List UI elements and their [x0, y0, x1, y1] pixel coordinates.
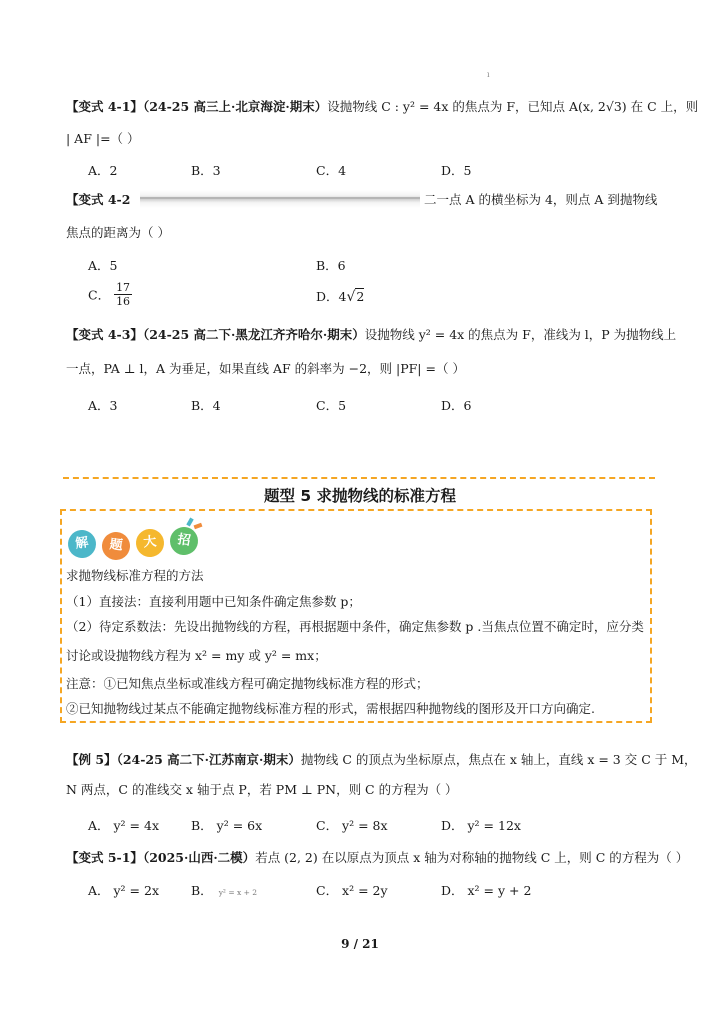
example-5-text: 抛物线 C 的顶点为坐标原点，焦点在 x 轴上，直线 x = 3 交 C 于 M， [300, 752, 697, 767]
variant-5-1-option-b: B． y² = x + 2 [191, 883, 258, 898]
variant-4-2-option-d: D．4√2 [316, 289, 365, 305]
tips-line-6: ②已知抛物线过某点不能确定抛物线标准方程的形式，需根据四种抛物线的图形及开口方向确定. [66, 701, 595, 716]
variant-4-2-line2: 焦点的距离为（ ） [66, 225, 170, 240]
variant-4-1-option-a: A．2 [88, 163, 118, 178]
variant-4-3-text: 设抛物线 y² = 4x 的焦点为 F，准线为 l，P 为抛物线上 [364, 327, 677, 342]
variant-4-1-option-b: B．3 [191, 163, 221, 178]
example-5-option-b: B． y² = 6x [191, 818, 263, 833]
variant-4-3-option-c: C．5 [316, 398, 347, 413]
example-5-source: （24-25 高二下·江苏南京·期末） [116, 752, 301, 767]
variant-4-2-tag: 【变式 4-2 [66, 192, 131, 207]
sparkle-icon [194, 523, 203, 529]
variant-4-3-line1 [66, 326, 676, 344]
variant-4-2-option-c: C． $\frac{17}{16}$ [88, 281, 131, 308]
tips-line-3: （2）待定系数法：先设出抛物线的方程，再根据题中条件，确定焦参数 p .当焦点位置不确定时，应分类 [66, 619, 644, 634]
variant-4-3-option-d: D．6 [441, 398, 472, 413]
stamp-char-4: 招 [168, 525, 200, 557]
variant-5-1-option-a: A． y² = 2x [88, 883, 159, 898]
stamp-char-1: 解 [66, 528, 98, 560]
section-title: 题型 5 求抛物线的标准方程 [263, 487, 457, 505]
tips-stamp [66, 518, 206, 562]
variant-4-3-option-b: B．4 [191, 398, 221, 413]
redaction-strip [140, 190, 420, 208]
section-top-divider [63, 477, 655, 479]
variant-4-2-option-a: A．5 [88, 258, 118, 273]
variant-5-1-line1 [66, 849, 688, 867]
variant-4-1-line1 [66, 98, 698, 116]
tips-line-4: 讨论或设抛物线方程为 x² = my 或 y² = mx； [66, 648, 327, 663]
variant-5-1-source: （2025·山西·二模） [142, 850, 256, 865]
example-5-option-a: A． y² = 4x [88, 818, 159, 833]
variant-4-1-line2: | AF |=（ ） [66, 131, 140, 146]
variant-5-1-text: 若点 (2, 2) 在以原点为顶点 x 轴为对称轴的抛物线 C 上，则 C 的方程为（ ） [255, 850, 689, 865]
variant-4-2-option-b: B．6 [316, 258, 346, 273]
variant-5-1-tag: 【变式 5-1】 [66, 850, 143, 865]
stamp-char-3: 大 [135, 528, 165, 558]
tips-line-5: 注意：①已知焦点坐标或准线方程可确定抛物线标准方程的形式； [66, 676, 429, 691]
fraction: $\frac{17}{16}$ [116, 281, 131, 308]
example-5-option-d: D． y² = 12x [441, 818, 521, 833]
variant-4-3-source: （24-25 高二下·黑龙江齐齐哈尔·期末） [142, 327, 365, 342]
tips-line-1: 求抛物线标准方程的方法 [66, 568, 204, 583]
page-number: 9 / 21 [341, 937, 379, 951]
stamp-char-2: 题 [101, 531, 132, 562]
example-5-option-c: C． y² = 8x [316, 818, 388, 833]
variant-4-3-line2: 一点，PA ⊥ l，A 为垂足，如果直线 AF 的斜率为 −2，则 |PF| =（ ） [66, 361, 465, 376]
variant-4-1-option-c: C．4 [316, 163, 347, 178]
corner-mark: ı [487, 70, 490, 79]
variant-4-3-option-a: A．3 [88, 398, 118, 413]
variant-4-1-text: 设抛物线 C : y² = 4x 的焦点为 F，已知点 A(x, 2√3) 在 C 上，则 [327, 99, 699, 114]
example-5-line2: N 两点，C 的准线交 x 轴于点 P，若 PM ⊥ PN，则 C 的方程为（ ） [66, 782, 458, 797]
variant-4-1-source: （24-25 高三上·北京海淀·期末） [142, 99, 328, 114]
variant-4-3-tag: 【变式 4-3】 [66, 327, 143, 342]
tips-line-2: （1）直接法：直接利用题中已知条件确定焦参数 p； [66, 594, 361, 609]
example-5-line1 [66, 751, 697, 769]
variant-5-1-option-d: D． x² = y + 2 [441, 883, 532, 898]
variant-4-1-tag: 【变式 4-1】 [66, 99, 143, 114]
example-5-tag: 【例 5】 [66, 752, 117, 767]
variant-4-2-text: 二一点 A 的横坐标为 4，则点 A 到抛物线 [424, 192, 658, 207]
variant-5-1-option-c: C． x² = 2y [316, 883, 388, 898]
variant-4-1-option-d: D．5 [441, 163, 472, 178]
